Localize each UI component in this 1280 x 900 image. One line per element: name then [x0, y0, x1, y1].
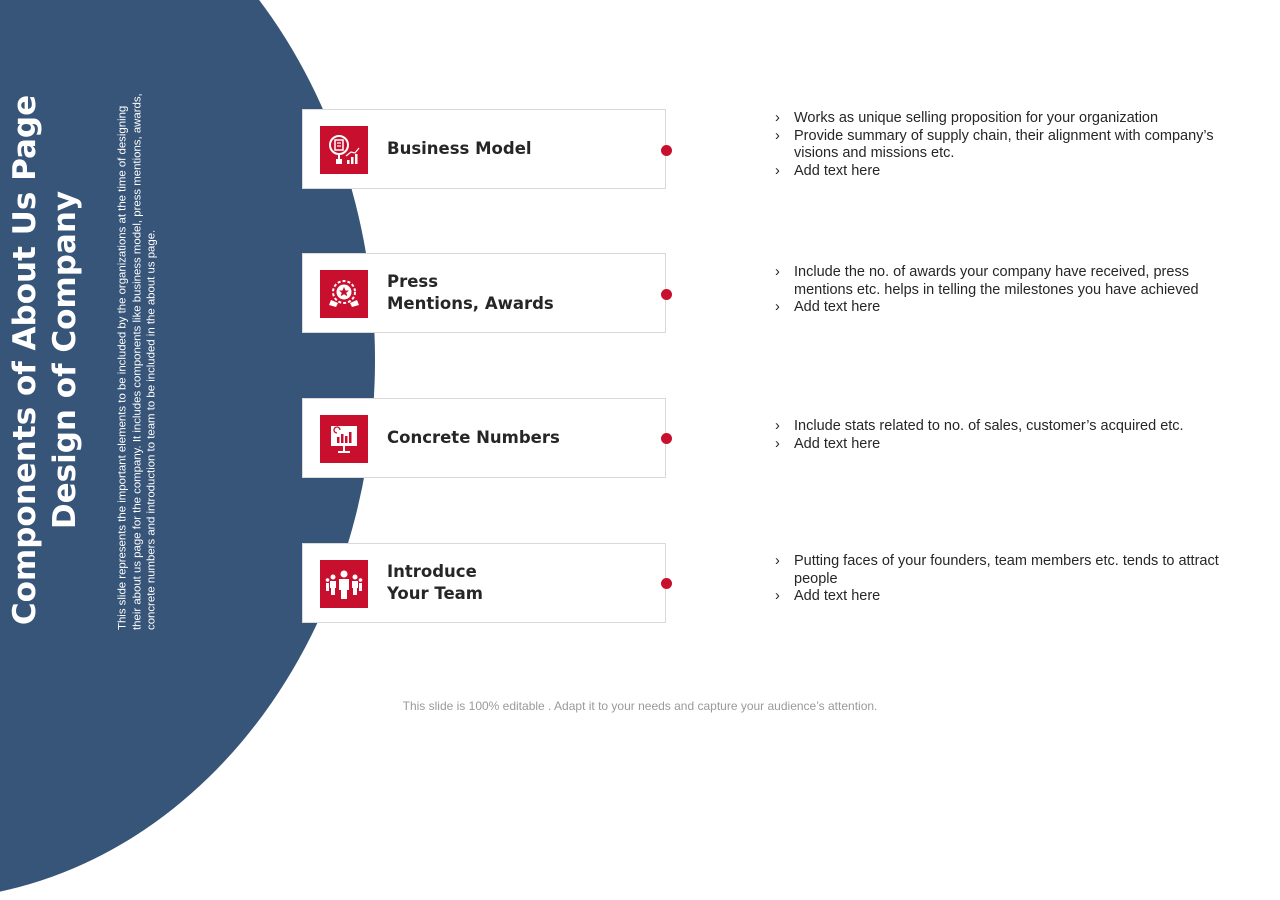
- bullet-list-introduce-team: [775, 553, 1235, 606]
- connector-dot: [661, 578, 672, 589]
- slide-title: Components of About Us Page Design of Company: [7, 94, 83, 626]
- card-label: Introduce Your Team: [387, 562, 483, 603]
- card-concrete-numbers: [302, 398, 666, 478]
- card-label: Business Model: [387, 139, 532, 158]
- bullet-item: › Add text here: [775, 436, 1235, 454]
- bullet-item: › Include stats related to no. of sales, customer’s acquired etc.: [775, 418, 1235, 436]
- chart-monitor-icon: [320, 415, 368, 463]
- bullet-item: › Add text here: [775, 588, 1235, 606]
- team-icon: [320, 560, 368, 608]
- slide-description: This slide represents the important elements to be included by the organizations at the time of designing their about us page for the company. It includes components like business model, press mentions, awards, concrete numbers and introduction to team to be included in the about us page.: [116, 93, 158, 630]
- bullet-list-business-model: [775, 110, 1235, 180]
- bullet-item: › Works as unique selling proposition for your organization: [775, 110, 1235, 128]
- bullet-list-concrete-numbers: [775, 418, 1235, 453]
- card-press-mentions: [302, 253, 666, 333]
- bullet-item: › Include the no. of awards your company have received, press mentions etc. helps in telling the milestones you have achieved: [775, 264, 1235, 299]
- bullet-item: › Provide summary of supply chain, their alignment with company’s visions and missions etc.: [775, 128, 1235, 163]
- award-icon: [320, 270, 368, 318]
- card-label: Concrete Numbers: [387, 428, 560, 447]
- bullet-item: › Add text here: [775, 163, 1235, 181]
- footer-note: This slide is 100% editable . Adapt it to your needs and capture your audience’s attention.: [402, 699, 878, 713]
- bullet-list-press-mentions: [775, 264, 1235, 317]
- card-label: Press Mentions, Awards: [387, 272, 554, 313]
- connector-dot: [661, 145, 672, 156]
- card-business-model: [302, 109, 666, 189]
- bullet-item: › Putting faces of your founders, team members etc. tends to attract people: [775, 553, 1235, 588]
- bullet-item: › Add text here: [775, 299, 1235, 317]
- business-model-icon: [320, 126, 368, 174]
- connector-dot: [661, 289, 672, 300]
- connector-dot: [661, 433, 672, 444]
- card-introduce-team: [302, 543, 666, 623]
